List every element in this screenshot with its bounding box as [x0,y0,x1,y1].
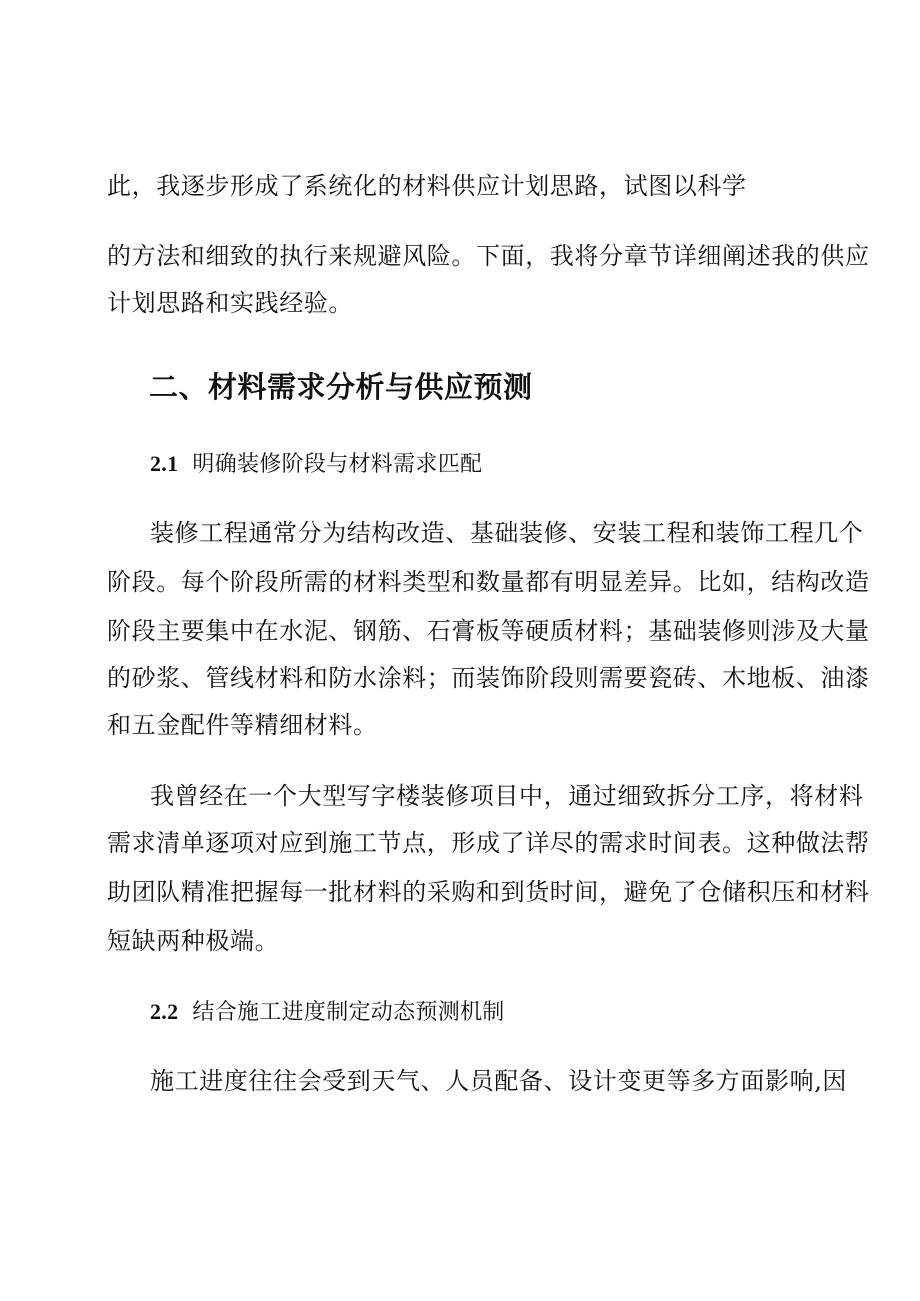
subsection-heading-2-1 [150,449,482,480]
paragraph-line: 阶段主要集中在水泥、钢筋、石膏板等硬质材料；基础装修则涉及大量 [107,617,870,645]
paragraph-line: 需求清单逐项对应到施工节点，形成了详尽的需求时间表。这种做法帮 [107,829,870,857]
subsection-title: 明确装修阶段与材料需求匹配 [192,452,483,477]
paragraph-line: 短缺两种极端。 [107,927,280,955]
subsection-number: 2.1 [150,451,179,476]
paragraph-line: 装修工程通常分为结构改造、基础装修、安装工程和装饰工程几个 [150,519,864,547]
paragraph-line: 和五金配件等精细材料。 [107,711,378,739]
intro-line-3: 计划思路和实践经验。 [107,289,353,317]
paragraph-line: 的砂浆、管线材料和防水涂料；而装饰阶段则需要瓷砖、木地板、油漆 [107,664,870,692]
paragraph-line: 阶段。每个阶段所需的材料类型和数量都有明显差异。比如，结构改造 [107,568,870,596]
subsection-heading-2-2 [150,997,505,1028]
paragraph-line: 助团队精准把握每一批材料的采购和到货时间，避免了仓储积压和材料 [107,878,870,906]
paragraph-line: 施工进度往往会受到天气、人员配备、设计变更等多方面影响,因 [150,1067,848,1095]
subsection-title: 结合施工进度制定动态预测机制 [192,1000,505,1025]
paragraph-line: 我曾经在一个大型写字楼装修项目中，通过细致拆分工序，将材料 [150,782,864,810]
section-heading: 二、材料需求分析与供应预测 [149,370,533,404]
intro-line-1: 此，我逐步形成了系统化的材料供应计划思路，试图以科学 [107,172,747,200]
intro-line-2: 的方法和细致的执行来规避风险。下面，我将分章节详细阐述我的供应 [107,242,870,270]
subsection-number: 2.2 [150,999,179,1024]
